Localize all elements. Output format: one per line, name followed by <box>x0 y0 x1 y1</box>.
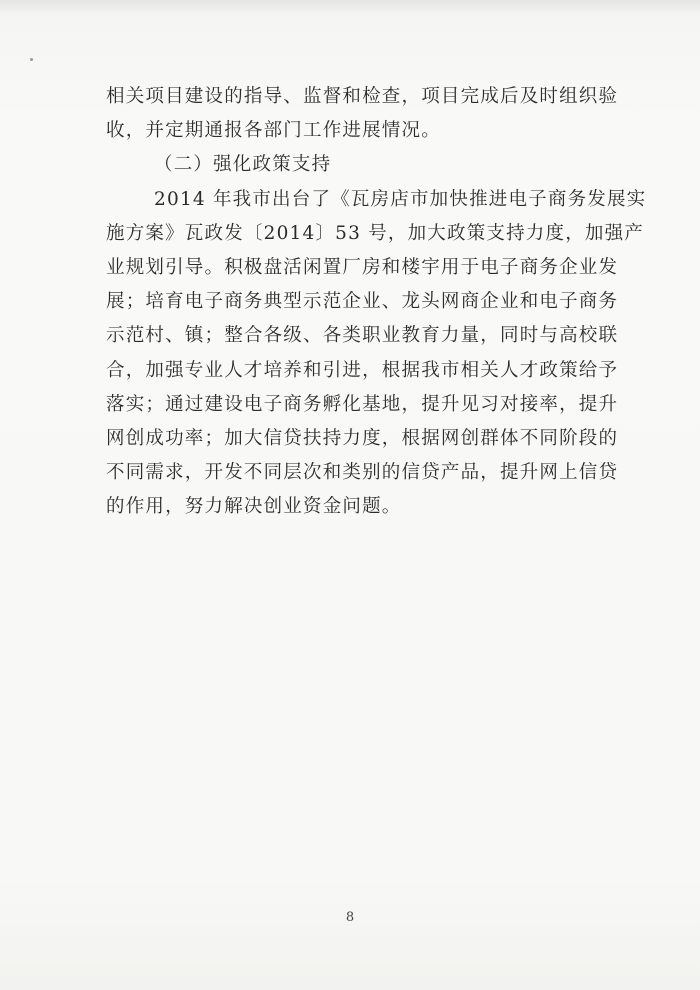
body-text <box>106 80 647 524</box>
text-line: 落实；通过建设电子商务孵化基地，提升见习对接率，提升 <box>106 393 619 415</box>
text-line: 合，加强专业人才培养和引进，根据我市相关人才政策给予 <box>106 359 619 381</box>
text-line: 示范村、镇；整合各级、各类职业教育力量，同时与高校联 <box>106 325 619 347</box>
text-line: 展；培育电子商务典型示范企业、龙头网商企业和电子商务 <box>106 291 619 313</box>
text-line: 网创成功率；加大信贷扶持力度，根据网创群体不同阶段的 <box>106 427 619 449</box>
section-heading: （二）强化政策支持 <box>154 154 332 176</box>
text-line: 收，并定期通报各部门工作进展情况。 <box>106 120 441 142</box>
page-number: 8 <box>345 910 355 925</box>
text-line: 施方案》瓦政发〔2014〕53 号，加大政策支持力度，加强产 <box>106 222 645 244</box>
text-line: 2014 年我市出台了《瓦房店市加快推进电子商务发展实 <box>154 188 647 210</box>
scan-speck <box>30 58 33 61</box>
text-line: 的作用，努力解决创业资金问题。 <box>106 496 402 518</box>
text-line: 相关项目建设的指导、监督和检查，项目完成后及时组织验 <box>106 86 619 107</box>
scan-edge-shadow <box>0 0 700 14</box>
text-line: 业规划引导。积极盘活闲置厂房和楼宇用于电子商务企业发 <box>106 256 619 278</box>
text-line: 不同需求，开发不同层次和类别的信贷产品，提升网上信贷 <box>106 462 619 484</box>
